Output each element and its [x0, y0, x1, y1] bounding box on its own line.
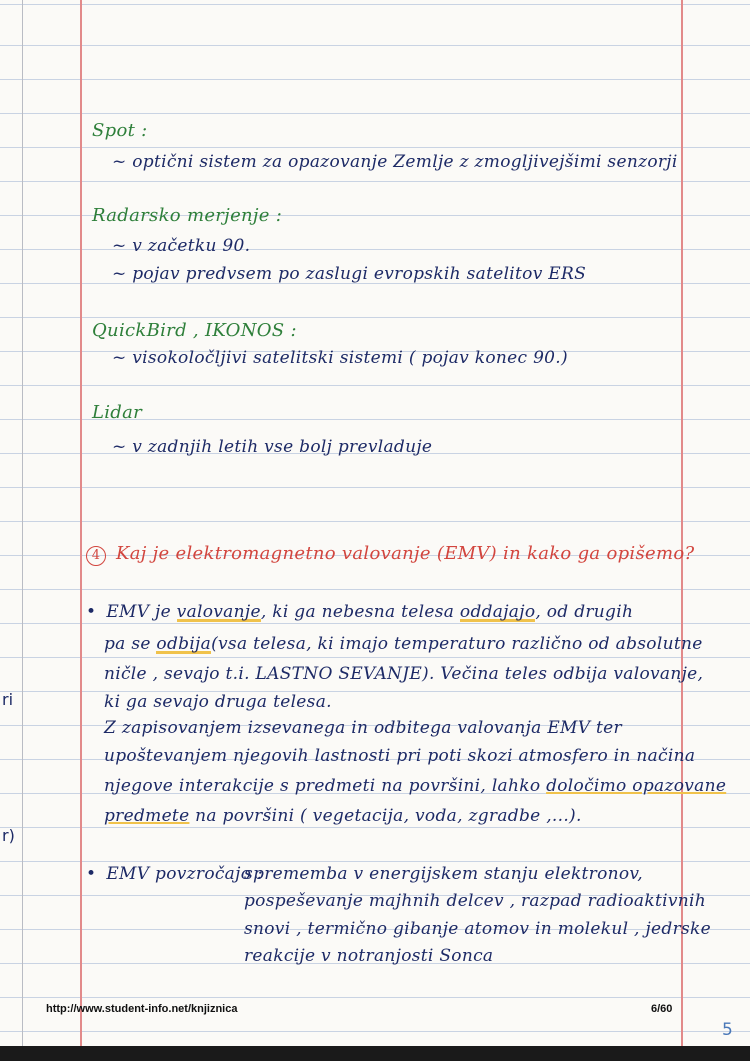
bullet-icon: •	[86, 864, 97, 884]
section-line-spot-1: ~ optični sistem za opazovanje Zemlje z zmogljivejšimi senzorji	[112, 152, 678, 172]
section-heading-spot: Spot :	[92, 120, 148, 141]
question-number-badge: 4	[86, 546, 106, 566]
scan-bottom-edge	[0, 1046, 750, 1061]
highlighted-term: predmete	[104, 806, 190, 826]
paragraph1-line4: ki ga sevajo druga telesa.	[104, 692, 332, 712]
text-run: njegove interakcije s predmeti na površini, lahko	[104, 776, 547, 796]
paragraph1-line5: Z zapisovanjem izsevanega in odbitega valovanja EMV ter	[104, 718, 622, 738]
paragraph1-line7	[104, 776, 726, 796]
highlighted-term: odbija	[156, 634, 212, 654]
highlighted-term: določimo opazovane	[546, 776, 727, 796]
text-run: (vsa telesa, ki imajo temperaturo različno od absolutne	[211, 634, 703, 654]
section-heading-lidar: Lidar	[92, 402, 143, 423]
handwritten-page-number: 5	[722, 1020, 733, 1040]
highlighted-term: valovanje	[176, 602, 261, 622]
edge-mark-1: ri	[2, 690, 14, 709]
text-run: EMV je	[106, 602, 177, 622]
edge-mark-2: r)	[2, 826, 15, 845]
left-margin-line	[80, 0, 82, 1061]
paragraph1-line1	[86, 602, 633, 622]
footer-page-count: 6/60	[651, 1003, 673, 1015]
paragraph1-line8	[104, 806, 582, 826]
paragraph1-line2	[104, 634, 703, 654]
text-run: , od drugih	[535, 602, 634, 622]
text-run: pa se	[104, 634, 157, 654]
section-heading-quickbird: QuickBird , IKONOS :	[92, 320, 297, 341]
text-run: , ki ga nebesna telesa	[260, 602, 460, 622]
text-run: EMV povzročajo :	[106, 864, 263, 884]
text-run: na površini ( vegetacija, voda, zgradbe ,...).	[189, 806, 582, 826]
paragraph2-line4: reakcije v notranjosti Sonca	[244, 946, 494, 966]
section-line-lidar-1: ~ v zadnjih letih vse bolj prevladuje	[112, 437, 433, 457]
section-heading-radar: Radarsko merjenje :	[92, 205, 283, 226]
question-text: Kaj je elektromagnetno valovanje (EMV) in kako ga opišemo?	[116, 543, 695, 564]
footer-url: http://www.student-info.net/knjiznica	[46, 1003, 238, 1015]
paragraph1-line3: ničle , sevajo t.i. LASTNO SEVANJE). Večina teles odbija valovanje,	[104, 664, 704, 684]
paragraph2-label	[86, 864, 263, 884]
section-line-radar-2: ~ pojav predvsem po zaslugi evropskih satelitov ERS	[112, 264, 587, 284]
section-line-quickbird-1: ~ visokoločljivi satelitski sistemi ( pojav konec 90.)	[112, 348, 568, 368]
page-edge-line	[22, 0, 23, 1061]
bullet-icon: •	[86, 602, 97, 622]
paragraph2-line3: snovi , termično gibanje atomov in molekul , jedrske	[244, 919, 711, 939]
paragraph1-line6: upoštevanjem njegovih lastnosti pri poti skozi atmosfero in načina	[104, 746, 696, 766]
highlighted-term: oddajajo	[459, 602, 536, 622]
paragraph2-line2: pospeševanje majhnih delcev , razpad radioaktivnih	[244, 891, 706, 911]
paragraph2-line1: sprememba v energijskem stanju elektronov,	[244, 864, 644, 884]
question-heading	[86, 543, 694, 566]
section-line-radar-1: ~ v začetku 90.	[112, 236, 251, 256]
